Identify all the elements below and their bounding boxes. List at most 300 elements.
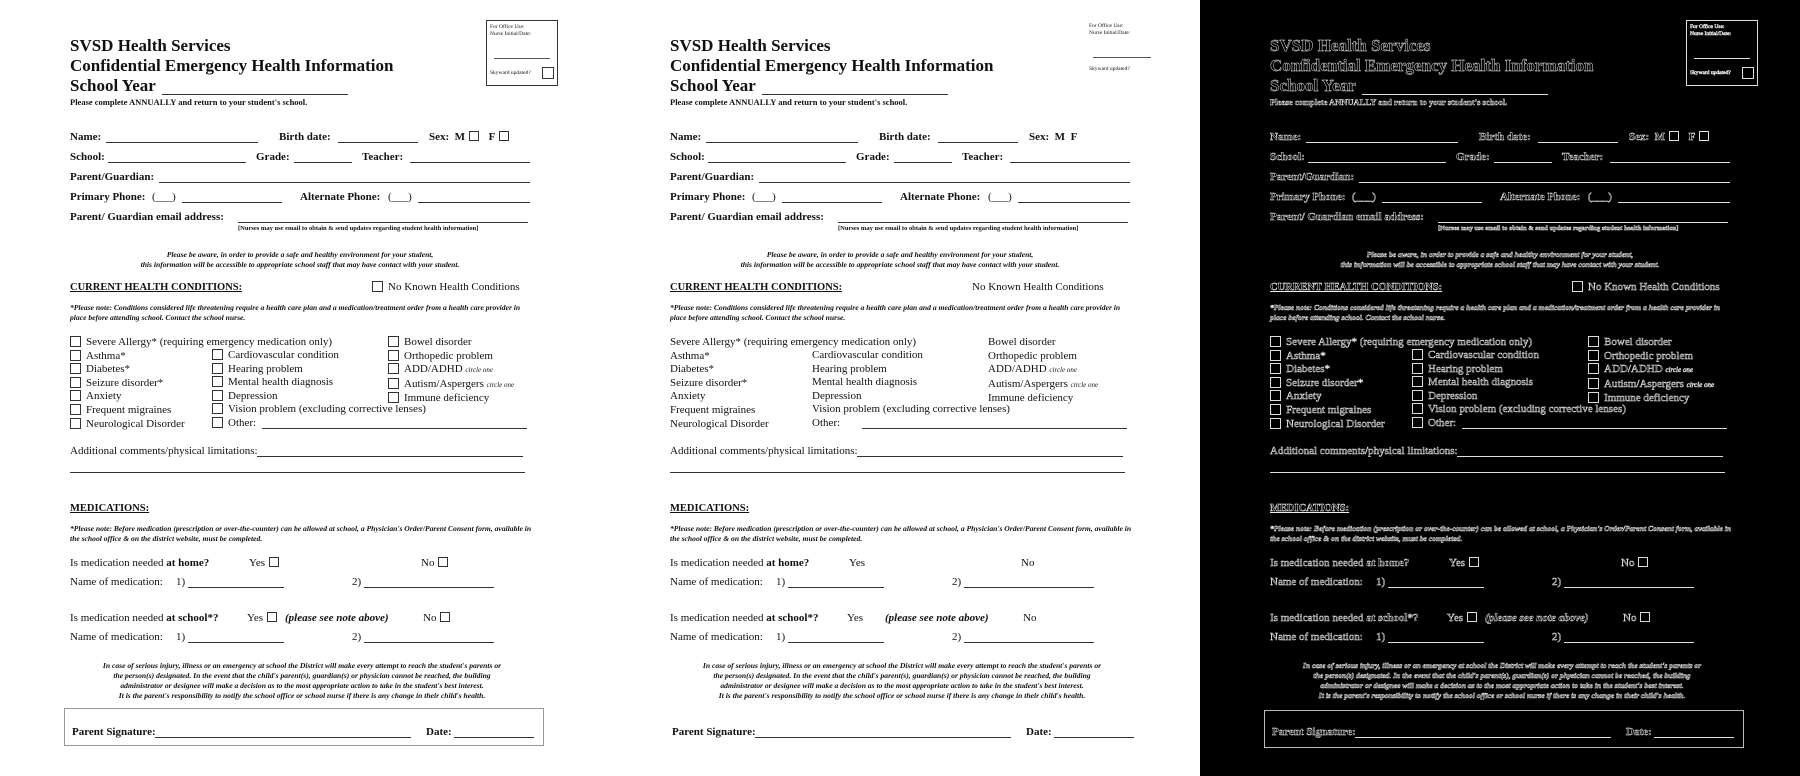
condition-item[interactable]: Severe Allergy* (requiring emergency medication only) [1270, 336, 1532, 350]
condition-item[interactable]: Hearing problem [1412, 363, 1626, 377]
condition-item[interactable]: Other: [1412, 417, 1626, 431]
instruction: Please complete ANNUALLY and return to your student's school. [70, 97, 308, 107]
form-view-text-only [600, 0, 1200, 776]
office-use-label: For Office Use: [490, 24, 525, 30]
condition-item[interactable]: Neurological Disorder [1270, 418, 1532, 432]
medications-note: *Please note: Before medication (prescription or over-the-counter) can be allowed at school, a Physician's Order/Parent Consent form, available in the school office & on the district website, must be completed. [1270, 524, 1732, 543]
alternate-phone-paren: (___) [1588, 191, 1612, 203]
condition-item[interactable]: Orthopedic problem [988, 349, 1077, 362]
condition-checkbox[interactable] [1270, 363, 1281, 374]
condition-item[interactable]: Depression [1412, 390, 1626, 404]
home-med-2-label: 2) [352, 576, 362, 588]
office-use-label: For Office Use: [1690, 24, 1725, 30]
school-no-checkbox[interactable] [1640, 612, 1650, 622]
nurse-initial-label: Nurse Initial/Date: [1089, 30, 1131, 36]
condition-checkbox[interactable] [1588, 363, 1599, 374]
condition-item[interactable]: Asthma* [70, 350, 332, 364]
condition-checkbox[interactable] [1270, 390, 1281, 401]
emergency-line-3: administrator or designee will make a decision as to the most appropriate action to take in the student's best interest. [120, 681, 484, 690]
school-med-1-label: 1) [1376, 631, 1386, 643]
school-med-2-label: 2) [1552, 631, 1562, 643]
conditions-note: *Please note: Conditions considered life threatening require a health care plan and a medication/treatment order from a health care provider in place before attending school. Contact the school nurse. [1270, 303, 1721, 322]
condition-item[interactable]: Bowel disorder [988, 336, 1056, 348]
condition-checkbox[interactable] [70, 390, 81, 401]
school-med-2-label: 2) [352, 631, 362, 643]
office-use-box [1086, 20, 1158, 86]
school-see-note: (please see note above) [885, 612, 989, 624]
comments-field[interactable] [1457, 456, 1723, 457]
name-label: Name: [70, 131, 102, 143]
alternate-phone-label: Alternate Phone: [900, 191, 981, 203]
parent-guardian-field[interactable] [159, 182, 530, 183]
condition-item[interactable]: Severe Allergy* (requiring emergency medication only) [670, 336, 917, 348]
parent-guardian-field[interactable] [1359, 182, 1730, 183]
name-field[interactable] [106, 142, 258, 143]
condition-checkbox[interactable] [212, 403, 223, 414]
sex-label: Sex: M F [1029, 131, 1078, 143]
no-known-checkbox[interactable] [372, 281, 383, 292]
email-field[interactable] [238, 222, 528, 223]
other-condition-field[interactable] [862, 428, 1127, 429]
skyward-label: Skyward updated? [1089, 66, 1130, 72]
conditions-col-2 [812, 349, 1010, 431]
conditions-heading: CURRENT HEALTH CONDITIONS: [1270, 282, 1443, 293]
signature-field[interactable] [1355, 737, 1611, 738]
school-med-1-field[interactable] [188, 642, 284, 643]
condition-item[interactable]: Depression [812, 389, 862, 402]
conditions-heading: CURRENT HEALTH CONDITIONS: [70, 282, 243, 293]
condition-checkbox[interactable] [388, 392, 399, 403]
school-question: Is medication needed at school*? [1270, 612, 1419, 624]
condition-checkbox[interactable] [1270, 418, 1281, 429]
conditions-col-3 [388, 336, 514, 406]
skyward-label: Skyward updated? [490, 69, 531, 76]
home-med-2-label: 2) [952, 576, 962, 588]
school-field[interactable] [1308, 162, 1446, 163]
grade-label: Grade: [256, 151, 290, 163]
email-field[interactable] [838, 222, 1128, 223]
skyward-checkbox[interactable] [542, 67, 554, 79]
condition-checkbox[interactable] [1412, 417, 1423, 428]
school-yes-checkbox[interactable] [267, 612, 277, 622]
condition-item[interactable]: Bowel disorder [1588, 336, 1714, 350]
alternate-phone-paren: (___) [988, 191, 1012, 203]
date-field[interactable] [1654, 737, 1734, 738]
condition-item[interactable]: Seizure disorder* [70, 377, 332, 391]
home-med-1-field[interactable] [788, 587, 884, 588]
sex-f-label: F [1688, 131, 1696, 143]
grade-field[interactable] [1494, 162, 1552, 163]
condition-item[interactable]: Other: [812, 416, 841, 429]
condition-item[interactable]: Asthma* [1270, 350, 1532, 364]
condition-item[interactable]: Vision problem (excluding corrective lenses) [812, 403, 1010, 416]
condition-checkbox[interactable] [1412, 403, 1423, 414]
comments-field-2[interactable] [1270, 472, 1725, 473]
signature-field[interactable] [155, 737, 411, 738]
signature-label: Parent Signature: [72, 726, 156, 738]
home-med-name-label: Name of medication: [70, 576, 163, 588]
office-use-label: For Office Use: [1089, 23, 1124, 29]
condition-item[interactable]: Seizure disorder* [1270, 377, 1532, 391]
conditions-note: *Please note: Conditions considered life threatening require a health care plan and a medication/treatment order from a health care provider in place before attending school. Contact the school nurse. [70, 303, 521, 322]
condition-checkbox[interactable] [1270, 377, 1281, 388]
aware-line-2: this information will be accessible to appropriate school staff that may have contact with your student. [740, 260, 1060, 269]
other-condition-field[interactable] [1462, 428, 1727, 429]
school-yes[interactable]: Yes [247, 612, 281, 624]
home-yes[interactable]: Yes [849, 557, 866, 569]
condition-checkbox[interactable] [1588, 350, 1599, 361]
email-note: [Nurses may use email to obtain & send updates regarding student health information] [238, 225, 479, 232]
instruction: Please complete ANNUALLY and return to your student's school. [670, 97, 908, 107]
condition-checkbox[interactable] [1270, 350, 1281, 361]
name-label: Name: [670, 131, 702, 143]
primary-phone-paren: (___) [1352, 191, 1376, 203]
birth-date-field[interactable] [938, 142, 1018, 143]
primary-phone-label: Primary Phone: [1270, 191, 1346, 203]
comments-field-2[interactable] [70, 472, 525, 473]
condition-item[interactable]: Frequent migraines [670, 403, 756, 416]
name-field[interactable] [1306, 142, 1458, 143]
office-line [494, 58, 550, 59]
school-yes[interactable]: Yes [1447, 612, 1481, 624]
school-med-2-field[interactable] [964, 642, 1094, 643]
school-no[interactable]: No [1623, 612, 1654, 624]
primary-phone-paren: (___) [152, 191, 176, 203]
alternate-phone-paren: (___) [388, 191, 412, 203]
skyward-label: Skyward updated? [1690, 69, 1731, 76]
birth-date-field[interactable] [338, 142, 418, 143]
home-med-1-label: 1) [176, 576, 186, 588]
home-yes-checkbox[interactable] [269, 557, 279, 567]
school-question: Is medication needed at school*? [70, 612, 219, 624]
school-med-1-label: 1) [176, 631, 186, 643]
school-field[interactable] [708, 162, 846, 163]
home-no-checkbox[interactable] [1638, 557, 1648, 567]
form-view-original [0, 0, 600, 776]
condition-item[interactable]: Hearing problem [212, 363, 426, 377]
condition-item[interactable]: Cardiovascular condition [1412, 349, 1626, 363]
condition-item[interactable]: Cardiovascular condition [812, 349, 923, 361]
sex-f-label: F [488, 131, 496, 143]
condition-item[interactable]: ADD/ADHD circle one [388, 363, 514, 378]
school-label: School: [1270, 151, 1305, 163]
birth-date-label: Birth date: [879, 131, 931, 143]
condition-checkbox[interactable] [70, 363, 81, 374]
home-no[interactable]: No [1021, 557, 1035, 569]
condition-checkbox[interactable] [1270, 336, 1281, 347]
alternate-phone-label: Alternate Phone: [300, 191, 381, 203]
condition-checkbox[interactable] [388, 336, 399, 347]
school-med-2-field[interactable] [364, 642, 494, 643]
condition-checkbox[interactable] [388, 363, 399, 374]
school-see-note: (please see note above) [285, 612, 389, 624]
school-yes[interactable]: Yes [847, 612, 864, 624]
condition-checkbox[interactable] [388, 350, 399, 361]
condition-checkbox[interactable] [1588, 378, 1599, 389]
condition-item[interactable]: Diabetes* [670, 363, 714, 376]
no-known-checkbox[interactable] [1572, 281, 1583, 292]
form-view-edge-map [1200, 0, 1800, 776]
teacher-label: Teacher: [1562, 151, 1604, 163]
condition-checkbox[interactable] [388, 378, 399, 389]
emergency-line-4: It is the parent's responsibility to notify the school office or school nurse if there is any change in their child's health. [118, 691, 486, 700]
emergency-line-3: administrator or designee will make a decision as to the most appropriate action to take in the student's best interest. [720, 681, 1084, 690]
home-med-1-field[interactable] [1388, 587, 1484, 588]
condition-item[interactable]: Neurological Disorder [670, 417, 769, 430]
primary-phone-label: Primary Phone: [670, 191, 746, 203]
name-label: Name: [1270, 131, 1302, 143]
sex-f-checkbox[interactable] [499, 131, 509, 141]
condition-item[interactable]: Cardiovascular condition [212, 349, 426, 363]
condition-item[interactable]: Frequent migraines [1270, 404, 1532, 418]
signature-field[interactable] [755, 737, 1011, 738]
skyward-checkbox[interactable] [1742, 67, 1754, 79]
teacher-field[interactable] [1610, 162, 1730, 163]
condition-item[interactable]: Asthma* [670, 349, 710, 362]
sex-label: Sex: M F [1629, 131, 1713, 143]
condition-item[interactable]: Immune deficiency [1588, 392, 1714, 406]
aware-line-1: Please be aware, in order to provide a safe and healthy environment for your student, [166, 250, 434, 259]
condition-checkbox[interactable] [1412, 390, 1423, 401]
no-known-conditions[interactable]: No Known Health Conditions [1572, 281, 1720, 293]
school-med-1-field[interactable] [788, 642, 884, 643]
comments-field[interactable] [857, 456, 1123, 457]
condition-item[interactable]: Orthopedic problem [388, 350, 514, 364]
comments-label: Additional comments/physical limitations: [670, 445, 858, 457]
condition-checkbox[interactable] [212, 390, 223, 401]
school-med-1-field[interactable] [1388, 642, 1484, 643]
alternate-phone-field[interactable] [1618, 202, 1730, 203]
office-line [1694, 58, 1750, 59]
condition-item[interactable]: Seizure disorder* [670, 376, 748, 389]
condition-item[interactable]: Depression [212, 390, 426, 404]
birth-date-field[interactable] [1538, 142, 1618, 143]
primary-phone-field[interactable] [782, 202, 882, 203]
sex-label: Sex: M F [429, 131, 513, 143]
grade-label: Grade: [856, 151, 890, 163]
comments-field-2[interactable] [670, 472, 1125, 473]
form-content [1200, 0, 1800, 776]
home-no-checkbox[interactable] [438, 557, 448, 567]
home-no[interactable]: No [421, 557, 452, 569]
condition-item[interactable]: Immune deficiency [988, 392, 1074, 405]
home-med-2-label: 2) [1552, 576, 1562, 588]
conditions-col-3 [1588, 336, 1714, 406]
medications-heading: MEDICATIONS: [70, 503, 150, 514]
comments-label: Additional comments/physical limitations: [70, 445, 258, 457]
conditions-col-3 [988, 336, 1098, 406]
condition-item[interactable]: Neurological Disorder [70, 418, 332, 432]
circle-one-hint: circle one [1665, 366, 1693, 375]
other-condition-field[interactable] [262, 428, 527, 429]
date-field[interactable] [1054, 737, 1134, 738]
school-no[interactable]: No [423, 612, 454, 624]
form-content [0, 0, 600, 776]
condition-item[interactable]: Bowel disorder [388, 336, 514, 350]
circle-one-hint: circle one [1686, 380, 1715, 389]
home-med-name-label: Name of medication: [670, 576, 763, 588]
parent-guardian-label: Parent/Guardian: [670, 171, 755, 183]
condition-item[interactable]: Frequent migraines [70, 404, 332, 418]
org-title: SVSD Health Services [670, 36, 831, 55]
condition-checkbox[interactable] [212, 376, 223, 387]
condition-checkbox[interactable] [1412, 376, 1423, 387]
condition-checkbox[interactable] [212, 363, 223, 374]
school-year-line[interactable] [762, 94, 948, 95]
condition-item[interactable]: Severe Allergy* (requiring emergency medication only) [70, 336, 332, 350]
sex-m-checkbox[interactable] [1669, 131, 1679, 141]
condition-item[interactable]: Anxiety [70, 390, 332, 404]
condition-checkbox[interactable] [70, 404, 81, 415]
no-known-conditions[interactable]: No Known Health Conditions [372, 281, 520, 293]
sex-m-label: M [454, 131, 466, 143]
emergency-line-4: It is the parent's responsibility to notify the school office or school nurse if there is any change in their child's health. [1318, 691, 1686, 700]
home-med-2-field[interactable] [964, 587, 1094, 588]
email-note: [Nurses may use email to obtain & send updates regarding student health information] [1438, 225, 1679, 232]
signature-label: Parent Signature: [672, 726, 756, 738]
home-yes-checkbox[interactable] [1469, 557, 1479, 567]
sex-f-label: F [1070, 131, 1078, 143]
sex-m-label: M [1654, 131, 1666, 143]
teacher-label: Teacher: [362, 151, 404, 163]
home-yes[interactable]: Yes [249, 557, 283, 569]
condition-checkbox[interactable] [212, 349, 223, 360]
date-label: Date: [1026, 726, 1052, 738]
medications-heading: MEDICATIONS: [1270, 503, 1350, 514]
form-content [600, 0, 1200, 776]
school-med-name-label: Name of medication: [670, 631, 763, 643]
emergency-line-2: the person(s) designated. In the event that the child's parent(s), guardian(s) or physician cannot be reached, the building [713, 671, 1091, 680]
email-label: Parent/ Guardian email address: [1270, 211, 1424, 223]
condition-checkbox[interactable] [70, 377, 81, 388]
condition-item[interactable]: Diabetes* [70, 363, 332, 377]
grade-field[interactable] [894, 162, 952, 163]
alternate-phone-field[interactable] [1018, 202, 1130, 203]
school-year-label: School Year [1270, 76, 1356, 95]
emergency-line-4: It is the parent's responsibility to notify the school office or school nurse if there is any change in their child's health. [718, 691, 1086, 700]
office-use-box [1686, 20, 1758, 86]
condition-checkbox[interactable] [70, 418, 81, 429]
alternate-phone-label: Alternate Phone: [1500, 191, 1581, 203]
circle-one-hint: circle one [1070, 380, 1099, 389]
email-label: Parent/ Guardian email address: [70, 211, 224, 223]
home-question: Is medication needed at home? [670, 557, 810, 569]
sex-m-checkbox[interactable] [469, 131, 479, 141]
condition-item[interactable]: Autism/Aspergers circle one [1588, 378, 1714, 393]
school-no-checkbox[interactable] [440, 612, 450, 622]
conditions-heading: CURRENT HEALTH CONDITIONS: [670, 282, 843, 293]
medications-note: *Please note: Before medication (prescription or over-the-counter) can be allowed at school, a Physician's Order/Parent Consent form, available in the school office & on the district website, must be completed. [70, 524, 532, 543]
name-field[interactable] [706, 142, 858, 143]
form-title: Confidential Emergency Health Information [670, 56, 994, 75]
grade-field[interactable] [294, 162, 352, 163]
condition-item[interactable]: Autism/Aspergers circle one [988, 377, 1099, 390]
primary-phone-label: Primary Phone: [70, 191, 146, 203]
condition-checkbox[interactable] [1270, 404, 1281, 415]
email-field[interactable] [1438, 222, 1728, 223]
parent-guardian-label: Parent/Guardian: [1270, 171, 1355, 183]
alternate-phone-field[interactable] [418, 202, 530, 203]
condition-checkbox[interactable] [1588, 336, 1599, 347]
school-see-note: (please see note above) [1485, 612, 1589, 624]
home-med-2-field[interactable] [1564, 587, 1694, 588]
school-med-2-field[interactable] [1564, 642, 1694, 643]
instruction: Please complete ANNUALLY and return to your student's school. [1270, 97, 1508, 107]
date-field[interactable] [454, 737, 534, 738]
org-title: SVSD Health Services [1270, 36, 1431, 55]
teacher-field[interactable] [410, 162, 530, 163]
nurse-initial-label: Nurse Initial/Date: [1690, 31, 1732, 37]
home-question: Is medication needed at home? [70, 557, 210, 569]
date-label: Date: [426, 726, 452, 738]
condition-checkbox[interactable] [1588, 392, 1599, 403]
condition-item[interactable]: Anxiety [670, 390, 706, 403]
condition-item[interactable]: Immune deficiency [388, 392, 514, 406]
condition-item[interactable]: Autism/Aspergers circle one [388, 378, 514, 393]
condition-checkbox[interactable] [70, 336, 81, 347]
school-year-line[interactable] [1362, 94, 1548, 95]
condition-item[interactable]: Hearing problem [812, 362, 887, 375]
home-no[interactable]: No [1621, 557, 1652, 569]
condition-checkbox[interactable] [1412, 349, 1423, 360]
condition-item[interactable]: Diabetes* [1270, 363, 1532, 377]
email-note: [Nurses may use email to obtain & send updates regarding student health information] [838, 225, 1079, 232]
home-yes[interactable]: Yes [1449, 557, 1483, 569]
parent-guardian-field[interactable] [759, 182, 1130, 183]
condition-item[interactable]: Orthopedic problem [1588, 350, 1714, 364]
condition-item[interactable]: Vision problem (excluding corrective lenses) [212, 403, 426, 417]
emergency-line-1: In case of serious injury, illness or an emergency at school the District will make every attempt to reach the student's parents or [1302, 661, 1702, 670]
comments-field[interactable] [257, 456, 523, 457]
school-question: Is medication needed at school*? [670, 612, 819, 624]
condition-item[interactable]: Mental health diagnosis [212, 376, 426, 390]
no-known-conditions[interactable]: No Known Health Conditions [972, 281, 1104, 293]
office-line [1093, 57, 1151, 58]
condition-item[interactable]: ADD/ADHD circle one [988, 363, 1077, 376]
circle-one-hint: circle one [465, 366, 493, 375]
home-med-1-field[interactable] [188, 587, 284, 588]
condition-checkbox[interactable] [70, 350, 81, 361]
home-med-1-label: 1) [1376, 576, 1386, 588]
primary-phone-field[interactable] [182, 202, 282, 203]
condition-checkbox[interactable] [1412, 363, 1423, 374]
school-yes-checkbox[interactable] [1467, 612, 1477, 622]
condition-item[interactable]: Mental health diagnosis [1412, 376, 1626, 390]
school-med-name-label: Name of medication: [1270, 631, 1363, 643]
school-label: School: [70, 151, 105, 163]
emergency-line-2: the person(s) designated. In the event that the child's parent(s), guardian(s) or physician cannot be reached, the building [1313, 671, 1691, 680]
home-med-1-label: 1) [776, 576, 786, 588]
school-year-line[interactable] [162, 94, 348, 95]
signature-label: Parent Signature: [1272, 726, 1356, 738]
school-no[interactable]: No [1023, 612, 1037, 624]
condition-checkbox[interactable] [212, 417, 223, 428]
home-question: Is medication needed at home? [1270, 557, 1410, 569]
teacher-field[interactable] [1010, 162, 1130, 163]
condition-item[interactable]: Anxiety [1270, 390, 1532, 404]
home-med-2-field[interactable] [364, 587, 494, 588]
condition-item[interactable]: ADD/ADHD circle one [1588, 363, 1714, 378]
primary-phone-field[interactable] [1382, 202, 1482, 203]
school-med-1-label: 1) [776, 631, 786, 643]
condition-item[interactable]: Other: [212, 417, 426, 431]
school-field[interactable] [108, 162, 246, 163]
sex-f-checkbox[interactable] [1699, 131, 1709, 141]
emergency-line-2: the person(s) designated. In the event that the child's parent(s), guardian(s) or physician cannot be reached, the building [113, 671, 491, 680]
condition-item[interactable]: Vision problem (excluding corrective lenses) [1412, 403, 1626, 417]
condition-item[interactable]: Mental health diagnosis [812, 376, 918, 389]
form-title: Confidential Emergency Health Information [1270, 56, 1594, 75]
